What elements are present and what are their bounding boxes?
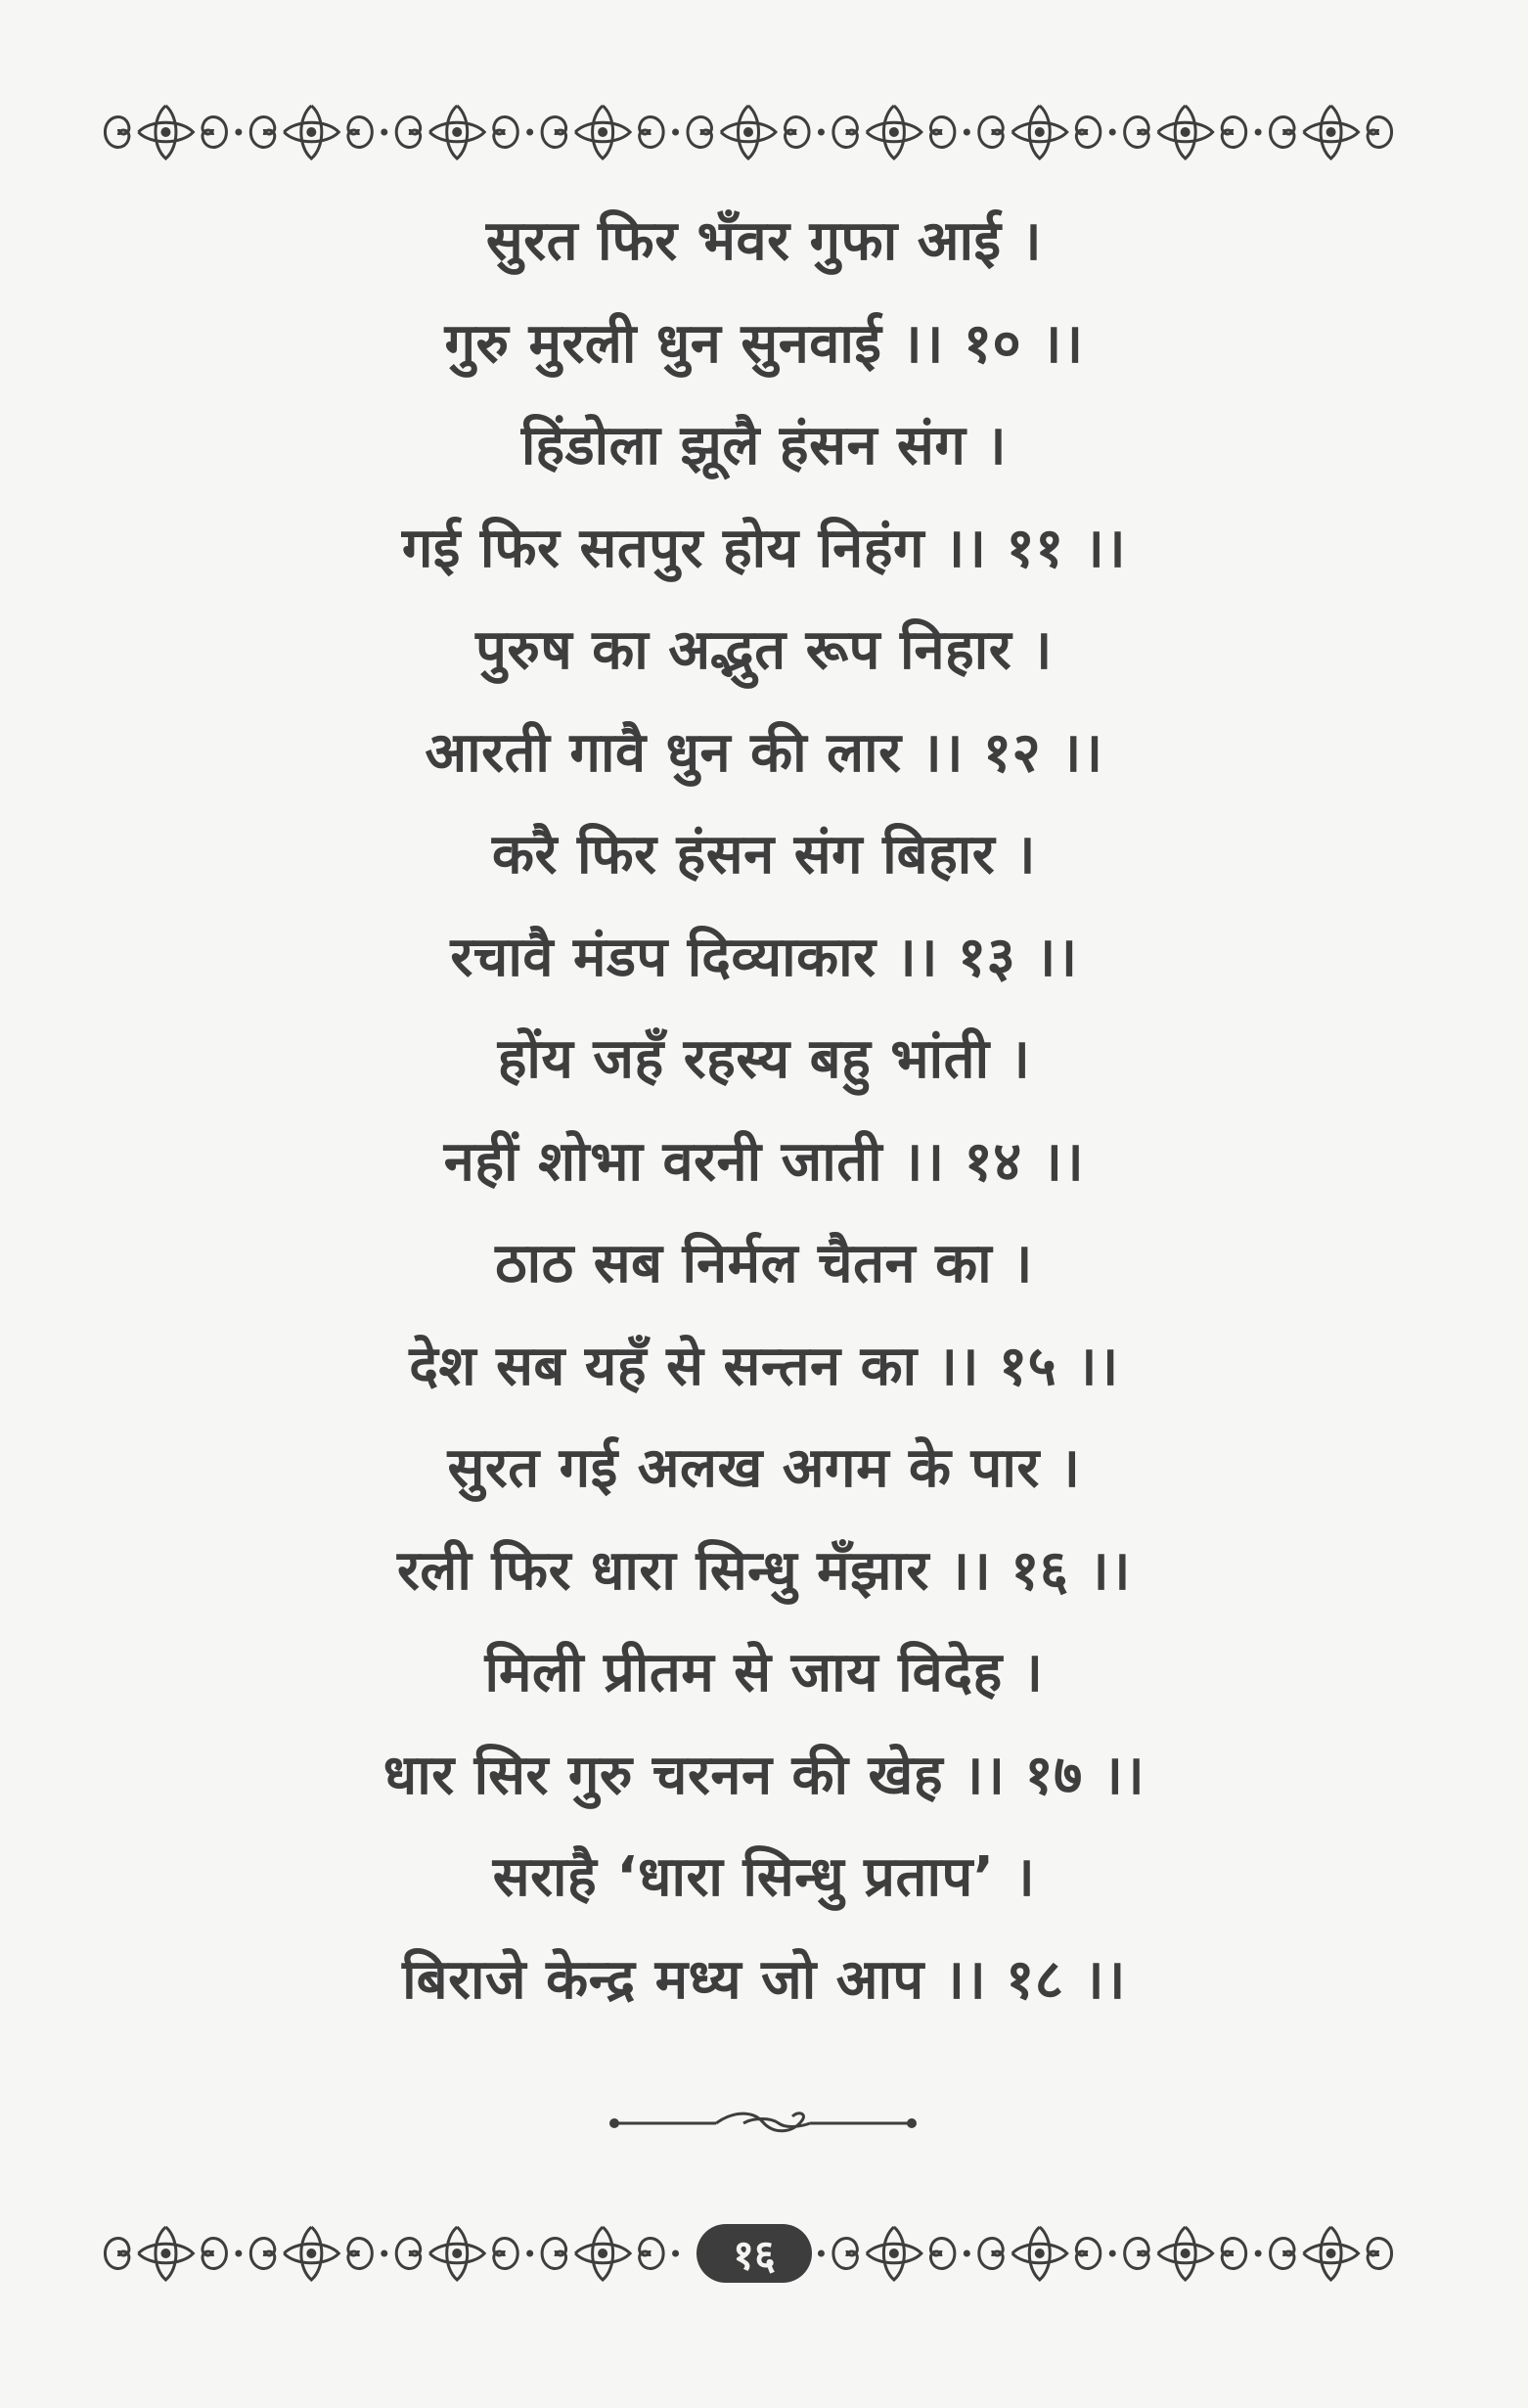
verse-line-3: हिंडोला झूलै हंसन संग । [520,414,1008,477]
top-border-motif-2 [250,106,372,159]
verse-line-17: सराहै ‘धारा सिन्धु प्रताप’ । [492,1845,1036,1909]
verse-line-14: रली फिर धारा सिन्धु मँझार ।। १६ ।। [397,1538,1131,1603]
verse-line-9: होंय जहँ रहस्य बहु भांती । [497,1027,1031,1091]
top-border-connector-dot-1 [235,129,242,136]
bottom-border-connector-dot-3 [526,2250,533,2257]
verse-line-2: गुरु मुरली धुन सुनवाई ।। १० ।। [444,311,1084,376]
bottom-border-motif-8 [1125,2227,1246,2280]
verse-line-1: सुरत फिर भँवर गुफा आई । [485,209,1043,273]
page-number: १६ [697,2224,812,2283]
flourish-icon [607,2109,920,2138]
bottom-border-connector-dot-4 [672,2250,679,2257]
top-border-motif-5 [688,106,809,159]
bottom-border-motif-3 [396,2227,517,2280]
verse-line-10: नहीं शोभा वरनी जाती ।। १४ ।। [443,1129,1085,1194]
verse-line-16: धार सिर गुरु चरनन की खेह ।। १७ ।। [382,1743,1146,1807]
top-border-connector-dot-2 [381,129,387,136]
verse-line-13: सुरत गई अलख अगम के पार । [447,1436,1081,1500]
top-border-connector-dot-4 [672,129,679,136]
bottom-border-connector-dot-6 [964,2250,970,2257]
bottom-border-motif-2 [250,2227,372,2280]
ornament-pattern-top [93,98,1404,166]
verse-line-11: ठाठ सब निर्मल चैतन का । [495,1232,1033,1295]
top-border-motif-4 [542,106,663,159]
top-border-connector-dot-8 [1255,129,1262,136]
bottom-border-motif-7 [979,2227,1101,2280]
top-ornamental-border [93,98,1404,166]
end-flourish-ornament [607,2109,920,2138]
top-border-connector-dot-3 [526,129,533,136]
bottom-border-connector-dot-1 [235,2250,242,2257]
bottom-border-motif-1 [105,2227,226,2280]
verse-line-6: आरती गावै धुन की लार ।। १२ ।। [425,720,1103,785]
verse-line-8: रचावै मंडप दिव्याकार ।। १३ ।। [450,925,1078,989]
top-border-motif-6 [833,106,955,159]
verse-line-4: गई फिर सतपुर होय निहंग ।। ११ ।। [401,516,1127,580]
top-border-motif-8 [1125,106,1246,159]
top-border-motif-7 [979,106,1101,159]
bottom-border-connector-dot-7 [1109,2250,1116,2257]
bottom-border-connector-dot-5 [818,2250,825,2257]
top-border-motif-9 [1271,106,1392,159]
verse-line-12: देश सब यहँ से सन्तन का ।। १५ ।। [409,1334,1119,1398]
bottom-border-connector-dot-8 [1255,2250,1262,2257]
top-border-motif-3 [396,106,517,159]
top-border-motif-1 [105,106,226,159]
top-border-connector-dot-5 [818,129,825,136]
bottom-border-motif-9 [1271,2227,1392,2280]
bottom-border-motif-6 [833,2227,955,2280]
bottom-border-connector-dot-2 [381,2250,387,2257]
verse-block [0,191,1528,2031]
verse-line-18: बिराजे केन्द्र मध्य जो आप ।। १८ ।। [402,1947,1126,2012]
top-border-connector-dot-6 [964,129,970,136]
top-border-connector-dot-7 [1109,129,1116,136]
verse-line-7: करै फिर हंसन संग बिहार । [492,823,1036,886]
verse-line-5: पुरुष का अद्भुत रूप निहार । [475,618,1053,682]
verse-line-15: मिली प्रीतम से जाय विदेह । [484,1641,1044,1704]
bottom-border-motif-4 [542,2227,663,2280]
